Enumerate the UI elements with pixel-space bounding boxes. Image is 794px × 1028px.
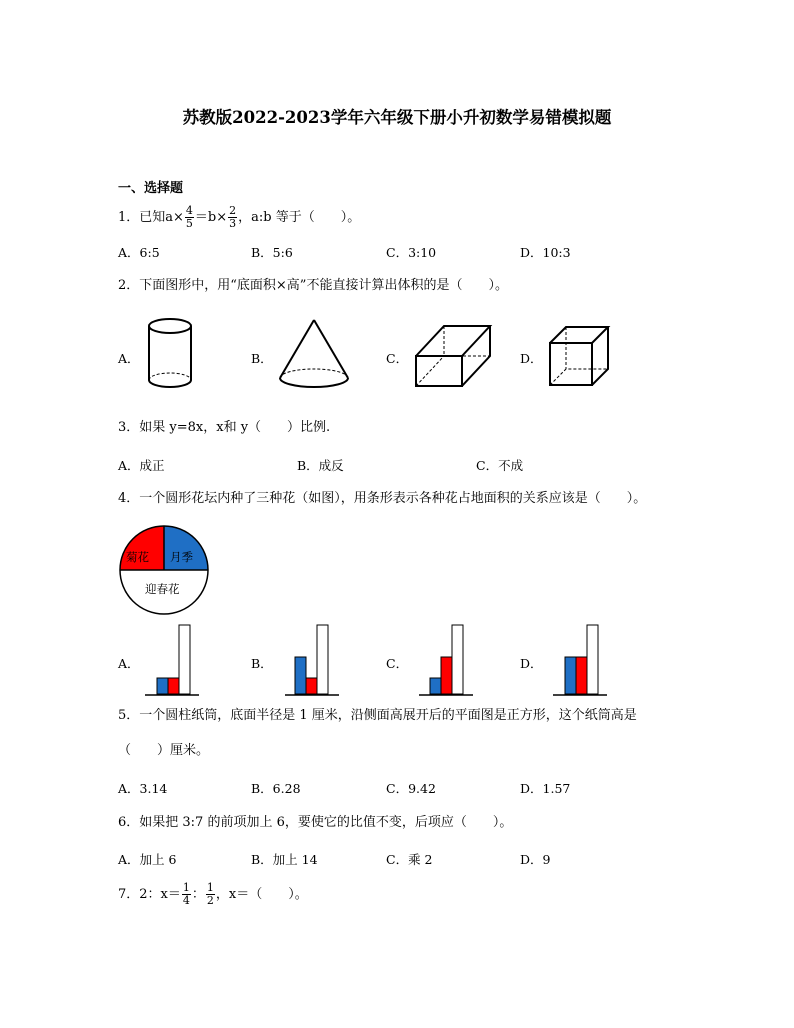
fraction (228, 205, 237, 230)
q1-option-c[interactable]: C．3:10 (386, 245, 437, 260)
cylinder-icon (146, 316, 194, 392)
q4-option-b[interactable]: B． (251, 656, 273, 671)
bar-blue (157, 678, 168, 694)
question-4: 4．一个圆形花坛内种了三种花（如图），用条形表示各种花占地面积的关系应该是（ ）。 (118, 491, 647, 506)
q6-option-b[interactable]: B．加上 14 (251, 852, 318, 867)
numerator: 1 (182, 881, 190, 894)
cuboid-icon (414, 322, 494, 388)
q3-option-c[interactable]: C．不成 (476, 458, 524, 473)
q6-option-a[interactable]: A．加上 6 (118, 852, 177, 867)
bar-red (168, 678, 179, 694)
bar-white (179, 625, 190, 694)
question-6: 6．如果把 3:7 的前项加上 6，要使它的比值不变，后项应（ ）。 (118, 815, 513, 830)
cone-icon (278, 318, 350, 390)
q7-text-mid: ： (191, 887, 205, 902)
denominator: 2 (206, 894, 214, 907)
bar-red (576, 657, 587, 694)
question-5-line1: 5．一个圆柱纸筒，底面半径是 1 厘米，沿侧面高展开后的平面图是正方形，这个纸筒高是 (118, 708, 637, 723)
bar-chart-a (143, 623, 203, 697)
q1-text-post: ，a:b 等于（ ）。 (238, 210, 361, 225)
q5-option-a[interactable]: A．3.14 (118, 781, 168, 796)
cube-icon (548, 325, 610, 389)
q1-text-mid: ＝b× (194, 210, 228, 225)
numerator: 4 (185, 204, 193, 217)
q5-option-d[interactable]: D．1.57 (520, 781, 571, 796)
denominator: 5 (185, 217, 193, 230)
pie-label-rose: 月季 (170, 550, 193, 564)
q3-option-a[interactable]: A．成正 (118, 458, 165, 473)
q4-option-a[interactable]: A． (118, 656, 140, 671)
fraction (182, 882, 191, 907)
q6-option-d[interactable]: D．9 (520, 852, 551, 867)
flower-bed-pie (119, 525, 211, 617)
q1-option-a[interactable]: A．6:5 (118, 245, 160, 260)
q2-option-b[interactable]: B． (251, 351, 273, 366)
q5-option-c[interactable]: C．9.42 (386, 781, 436, 796)
q7-text-pre: 7．2：x＝ (118, 887, 181, 902)
q2-option-d[interactable]: D． (520, 351, 543, 366)
q2-option-c[interactable]: C． (386, 351, 409, 366)
q1-option-b[interactable]: B．5:6 (251, 245, 293, 260)
denominator: 3 (229, 217, 237, 230)
bar-blue (565, 657, 576, 694)
page-title: 苏教版2022-2023学年六年级下册小升初数学易错模拟题 (182, 108, 612, 127)
numerator: 2 (229, 204, 237, 217)
question-2: 2．下面图形中，用“底面积×高”不能直接计算出体积的是（ ）。 (118, 278, 508, 293)
fraction (185, 205, 194, 230)
bar-blue (430, 678, 441, 694)
bar-chart-d (551, 623, 611, 697)
bar-chart-c (417, 623, 477, 697)
q1-text-pre: 1．已知a× (118, 210, 184, 225)
q7-text-post: ，x＝（ ）。 (215, 887, 308, 902)
pie-label-jasmine: 迎春花 (145, 582, 180, 596)
question-3: 3．如果 y=8x，x和 y（ ）比例. (118, 420, 331, 435)
bar-blue (295, 657, 306, 694)
question-1 (118, 205, 360, 230)
fraction (206, 882, 215, 907)
q1-option-d[interactable]: D．10:3 (520, 245, 571, 260)
bar-red (306, 678, 317, 694)
q2-option-a[interactable]: A． (118, 351, 140, 366)
question-7 (118, 882, 308, 907)
q4-option-c[interactable]: C． (386, 656, 409, 671)
q6-option-c[interactable]: C．乘 2 (386, 852, 433, 867)
q3-option-b[interactable]: B．成反 (297, 458, 344, 473)
bar-red (441, 657, 452, 694)
bar-white (587, 625, 598, 694)
denominator: 4 (182, 894, 190, 907)
question-5-line2: （ ）厘米。 (118, 743, 210, 758)
section-heading: 一、选择题 (118, 181, 184, 196)
bar-white (317, 625, 328, 694)
bar-white (452, 625, 463, 694)
pie-label-chrysanthemum: 菊花 (126, 550, 149, 564)
q5-option-b[interactable]: B．6.28 (251, 781, 301, 796)
q4-option-d[interactable]: D． (520, 656, 543, 671)
bar-chart-b (283, 623, 343, 697)
numerator: 1 (206, 881, 214, 894)
